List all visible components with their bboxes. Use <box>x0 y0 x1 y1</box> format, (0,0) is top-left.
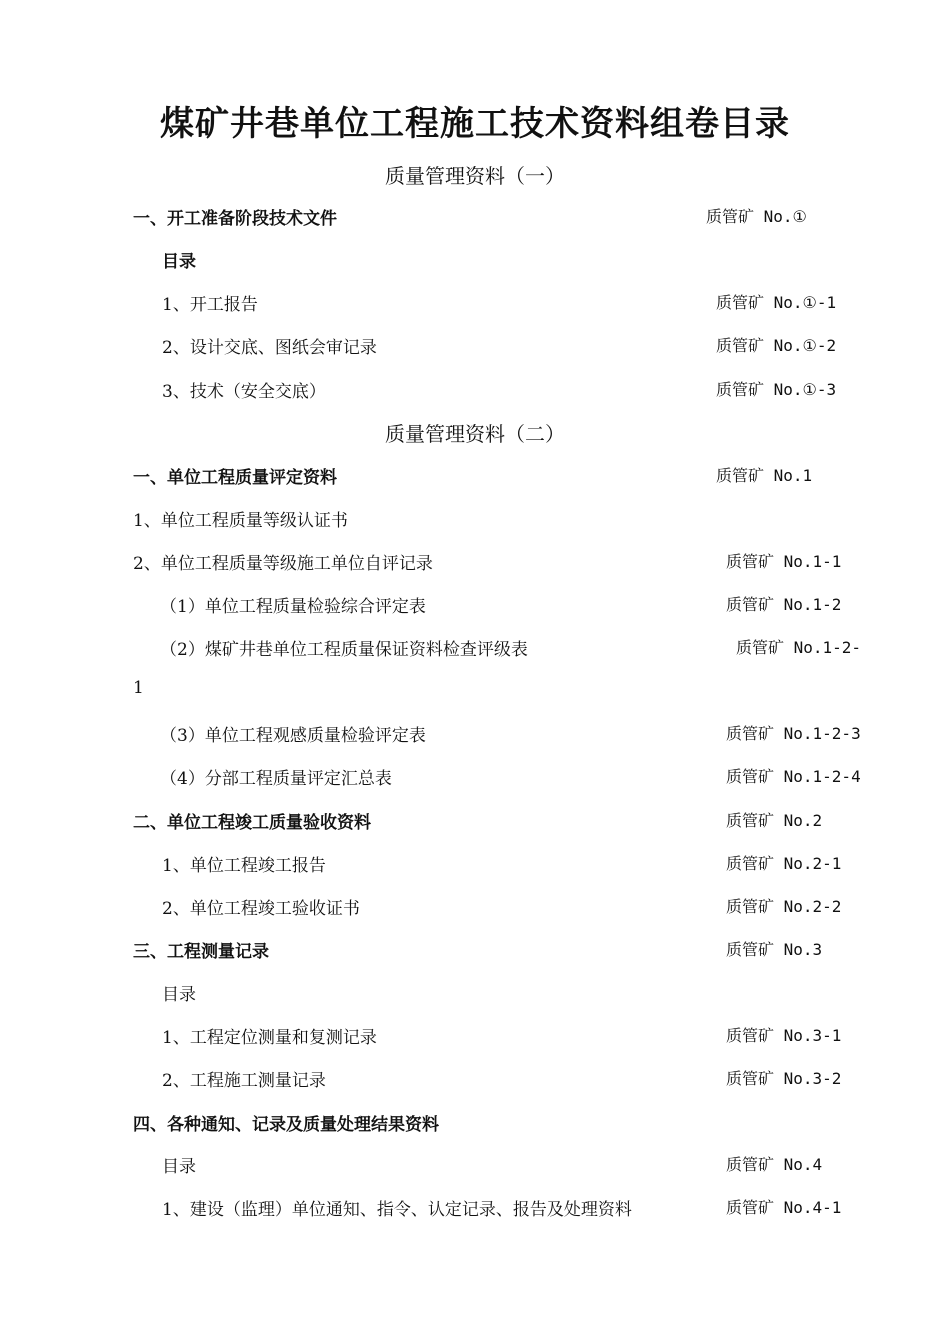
toc-row-text: 2、设计交底、图纸会审记录 <box>162 338 377 358</box>
toc-row-code: 质管矿 No.1-2 <box>726 595 842 614</box>
toc-row-text: 一、开工准备阶段技术文件 <box>133 209 337 229</box>
toc-row-text: （4）分部工程质量评定汇总表 <box>160 769 392 789</box>
toc-row-text: 2、单位工程竣工验收证书 <box>162 899 360 919</box>
toc-row-text: 1、单位工程竣工报告 <box>162 856 326 876</box>
toc-row <box>0 635 950 665</box>
toc-row-text: 目录 <box>162 1157 196 1177</box>
toc-row-text: 1、单位工程质量等级认证书 <box>133 511 348 531</box>
toc-row-text: 1 <box>133 678 144 698</box>
toc-row <box>0 1152 950 1182</box>
section-heading-2: 质量管理资料（二） <box>385 422 565 446</box>
toc-row-text: 二、单位工程竣工质量验收资料 <box>133 813 371 833</box>
toc-row <box>0 333 950 363</box>
toc-row-code: 质管矿 No.1-2-3 <box>726 724 861 743</box>
toc-row-code: 质管矿 No.1-2- <box>736 638 862 657</box>
toc-row <box>0 721 950 751</box>
toc-row-text: （1）单位工程质量检验综合评定表 <box>160 597 426 617</box>
toc-row-code: 质管矿 No.①-3 <box>716 380 837 399</box>
toc-row-text: 一、单位工程质量评定资料 <box>133 468 337 488</box>
toc-row-code: 质管矿 No.2-1 <box>726 854 842 873</box>
toc-row <box>0 506 950 536</box>
toc-row <box>0 377 950 407</box>
toc-row-text: 三、工程测量记录 <box>133 942 269 962</box>
toc-row <box>0 290 950 320</box>
toc-row-code: 质管矿 No.2-2 <box>726 897 842 916</box>
toc-row <box>0 204 950 234</box>
toc-row-code: 质管矿 No.2 <box>726 811 823 830</box>
toc-row-text: 2、单位工程质量等级施工单位自评记录 <box>133 554 433 574</box>
toc-row <box>0 980 950 1010</box>
toc-row-text: 目录 <box>162 252 196 272</box>
toc-row-text: 1、开工报告 <box>162 295 258 315</box>
toc-row <box>0 937 950 967</box>
toc-row <box>0 592 950 622</box>
document-title: 煤矿井巷单位工程施工技术资料组卷目录 <box>160 104 790 144</box>
toc-row <box>0 1023 950 1053</box>
toc-row-code: 质管矿 No.3 <box>726 940 823 959</box>
section-heading-1: 质量管理资料（一） <box>385 164 565 188</box>
toc-row-text: 2、工程施工测量记录 <box>162 1071 326 1091</box>
toc-row <box>0 247 950 277</box>
toc-row-text: 1、工程定位测量和复测记录 <box>162 1028 377 1048</box>
toc-row-code: 质管矿 No.1-2-4 <box>726 767 861 786</box>
toc-row-code: 质管矿 No.① <box>706 207 807 226</box>
toc-row-code: 质管矿 No.1-1 <box>726 552 842 571</box>
toc-row-text: 3、技术（安全交底） <box>162 382 326 402</box>
toc-row-text: （3）单位工程观感质量检验评定表 <box>160 726 426 746</box>
toc-row-code: 质管矿 No.①-1 <box>716 293 837 312</box>
toc-row <box>0 1066 950 1096</box>
toc-row <box>0 851 950 881</box>
toc-row-code: 质管矿 No.4-1 <box>726 1198 842 1217</box>
toc-row-code: 质管矿 No.①-2 <box>716 336 837 355</box>
toc-row <box>0 1110 950 1140</box>
toc-row <box>0 894 950 924</box>
toc-row <box>0 678 950 708</box>
toc-row-code: 质管矿 No.1 <box>716 466 813 485</box>
toc-row <box>0 463 950 493</box>
toc-row-text: （2）煤矿井巷单位工程质量保证资料检查评级表 <box>160 640 528 660</box>
toc-row-code: 质管矿 No.4 <box>726 1155 823 1174</box>
toc-row-code: 质管矿 No.3-1 <box>726 1026 842 1045</box>
toc-row-code: 质管矿 No.3-2 <box>726 1069 842 1088</box>
toc-row-text: 四、各种通知、记录及质量处理结果资料 <box>133 1115 439 1135</box>
toc-row <box>0 808 950 838</box>
toc-row <box>0 764 950 794</box>
toc-row <box>0 549 950 579</box>
toc-row <box>0 1195 950 1225</box>
toc-row-text: 目录 <box>162 985 196 1005</box>
toc-row-text: 1、建设（监理）单位通知、指令、认定记录、报告及处理资料 <box>162 1200 632 1220</box>
